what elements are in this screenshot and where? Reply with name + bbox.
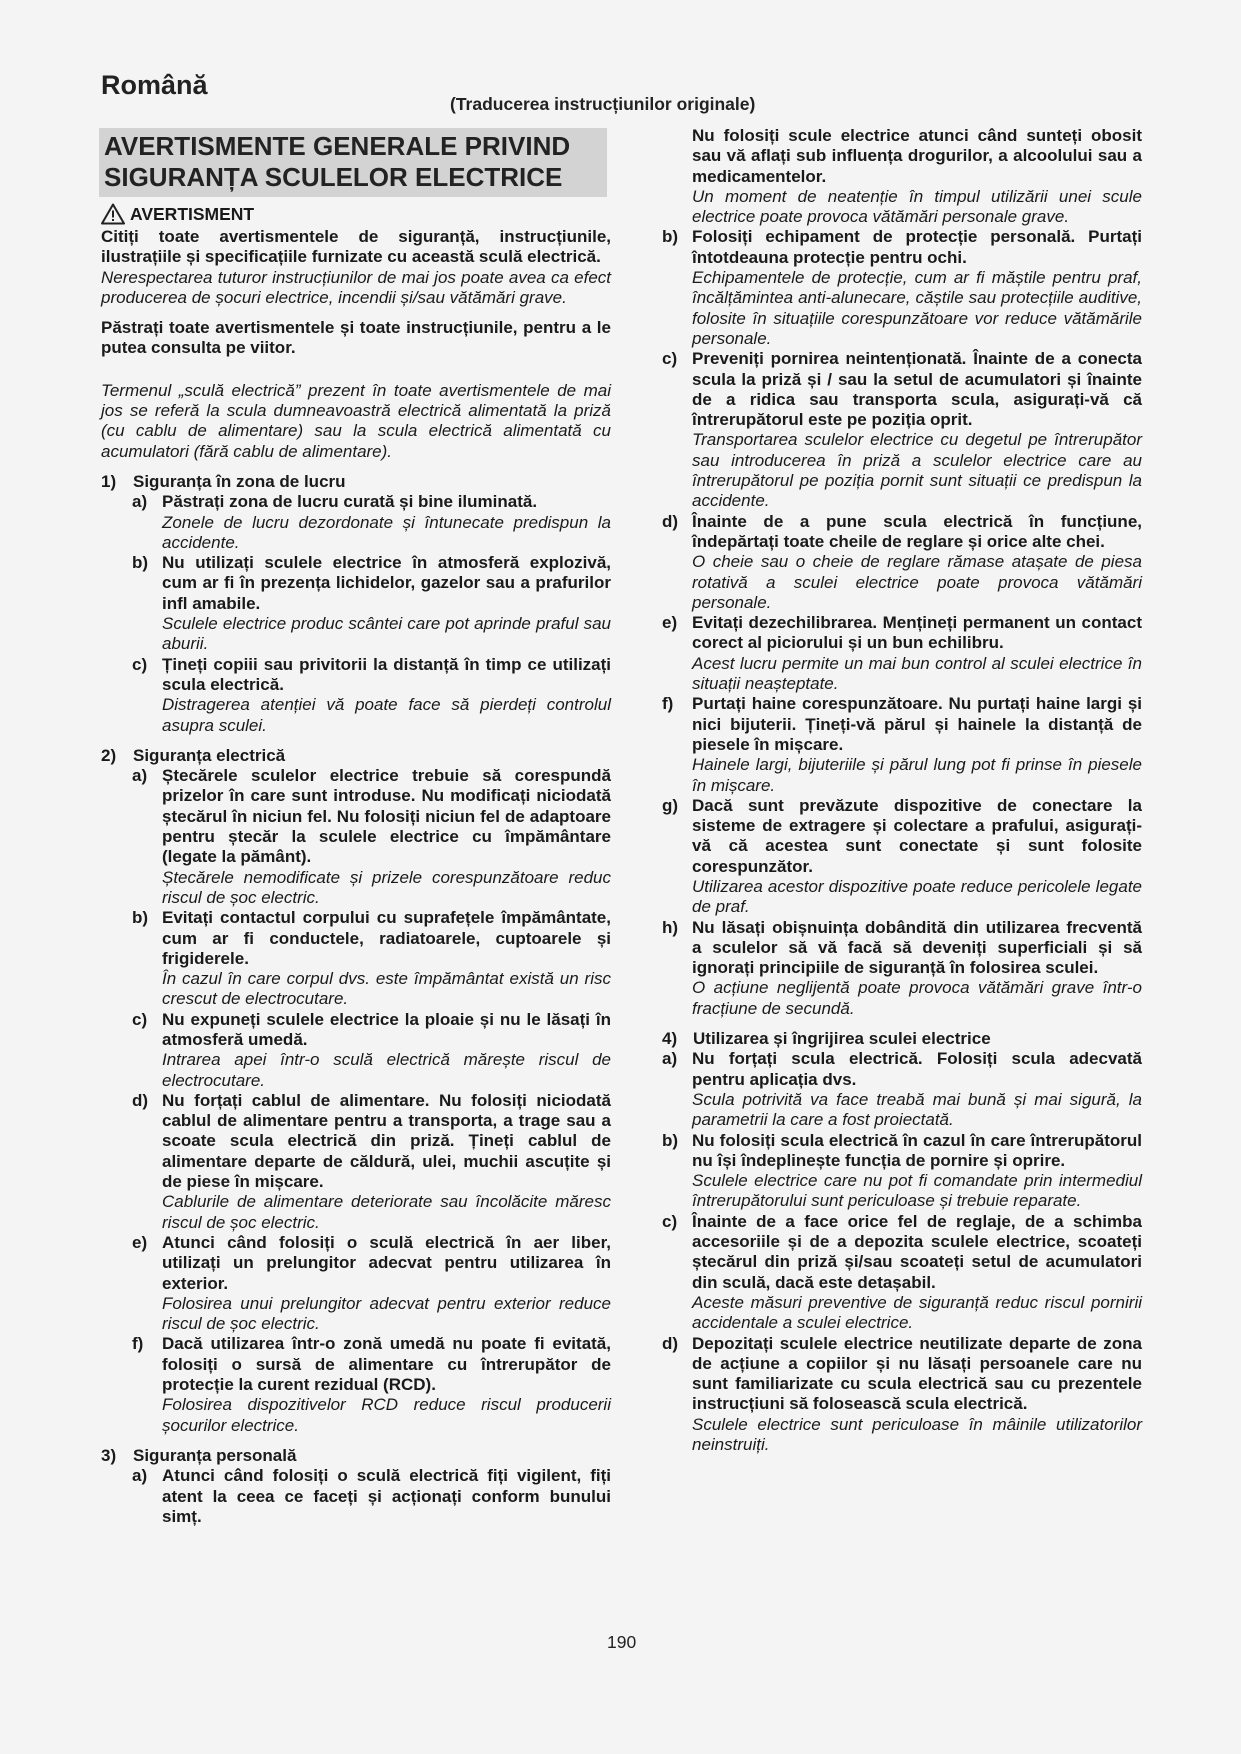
left-column bbox=[101, 128, 611, 1527]
language-title: Română bbox=[101, 70, 208, 100]
section-heading: AVERTISMENTE GENERALE PRIVIND SIGURANȚA SCULELOR ELECTRICE bbox=[99, 128, 607, 197]
section-heading-2: 2) Siguranța electrică bbox=[101, 745, 286, 765]
warning-triangle-icon bbox=[101, 203, 125, 225]
list-item: e) Atunci când folosiți o sculă electrică în aer liber, utilizați un prelungitor adecvat pentru utilizarea în exterior. Folosirea unui prelungitor adecvat pentru exterior reduce riscul de șoc electric. bbox=[132, 1232, 611, 1334]
list-item: b) Evitați contactul corpului cu suprafețele împământate, cum ar fi conductele, radiatoarele, cuptoarele și frigiderele. În cazul în care corpul dvs. este împământat există un risc crescut de electrocutare. bbox=[132, 908, 611, 1009]
section-heading-3: 3) Siguranța personală bbox=[101, 1445, 297, 1465]
list-item: h) Nu lăsați obișnuința dobândită din utilizarea frecventă a sculelor să vă facă să deveniți superficiali și să ignorați principiile de siguranță în folosirea sculei. O acțiune neglijentă poate provoca vătămări grave într-o fracțiune de secundă. bbox=[662, 917, 1142, 1018]
translation-subtitle: (Traducerea instrucțiunilor originale) bbox=[450, 94, 756, 114]
list-item: d) Nu forțați cablul de alimentare. Nu folosiți niciodată cablul de alimentare pentru a transporta, a trage sau a scoate scula electrică din priză. Țineți cablul de alimentare departe de căldură, ulei, muchii ascuțite și de piese în mișcare. Cablurile de alimentare deteriorate sau încolăcite măresc riscul de șoc electric. bbox=[132, 1090, 611, 1232]
list-item: b) Nu utilizați sculele electrice în atmosferă explozivă, cum ar fi în prezența lichidelor, gazelor sau a prafurilor infl amabile. Sculele electrice produc scântei care pot aprinde praful sau aburii. bbox=[132, 553, 611, 654]
section-heading-4: 4) Utilizarea și îngrijirea sculei electrice bbox=[662, 1029, 991, 1049]
page-number: 190 bbox=[607, 1632, 637, 1652]
continued-italic: Un moment de neatenție în timpul utilizării unei scule electrice poate provoca vătămări personale grave. bbox=[692, 186, 1142, 227]
list-item: a) Nu forțați scula electrică. Folosiți scula adecvată pentru aplicația dvs. Scula potrivită va face treabă mai bună și mai sigură, la parametrii la care a fost proiectată. bbox=[662, 1049, 1142, 1130]
list-item: e) Evitați dezechilibrarea. Mențineți permanent un contact corect al piciorului și un bun echilibru. Acest lucru permite un mai bun control al sculei electrice în situații neașteptate. bbox=[662, 613, 1142, 694]
list-item: a) Atunci când folosiți o sculă electrică fiți vigilent, fiți atent la ceea ce faceți și acționați conform bunului simț. bbox=[132, 1466, 611, 1526]
list-item: a) Ștecărele sculelor electrice trebuie să corespundă prizelor în care sunt introduse. Nu modificați niciodată ștecărul în niciun fel. Nu folosiți niciun fel de adaptoare pentru ștecăr la sculele electrice cu împământare (legate la pământ). Ștecărele nemodificate și prizele corespunzătoare reduc riscul de șoc electric. bbox=[132, 766, 611, 907]
warning-label: AVERTISMENT bbox=[130, 203, 255, 224]
right-column bbox=[662, 126, 1142, 1455]
list-item: b) Folosiți echipament de protecție personală. Purtați întotdeauna protecție pentru ochi. Echipamentele de protecție, cum ar fi măștile pentru praf, încălțămintea anti-alunecare, căștile sau protecțiile auditive, folosite în situațiile corespunzătoare vor reduce vătămările personale. bbox=[662, 227, 1142, 348]
list-item: c) Înainte de a face orice fel de reglaje, de a schimba accesoriile și de a depozita sculele electrice, scoateți ștecărul din priză și/sau scoateți setul de acumulatori din sculă, dacă este detașabil. Aceste măsuri preventive de siguranță reduc riscul pornirii accidentale a sculei electrice. bbox=[662, 1211, 1142, 1333]
list-item: f) Dacă utilizarea într-o zonă umedă nu poate fi evitată, folosiți o sursă de alimentare cu întrerupător de protecție la curent rezidual (RCD). Folosirea dispozitivelor RCD reduce riscul producerii șocurilor electrice. bbox=[132, 1334, 611, 1435]
list-item: b) Nu folosiți scula electrică în cazul în care întrerupătorul nu își îndeplinește funcția de pornire și oprire. Sculele electrice care nu pot fi comandate prin intermediul întrerupătorului sunt periculoase și trebuie reparate. bbox=[662, 1130, 1142, 1211]
list-item: d) Depozitați sculele electrice neutilizate departe de zona de acțiune a copiilor și nu lăsați persoanele care nu sunt familiarizate cu scula electrică sau cu prezentele instrucțiuni să folosească scula electrică. Sculele electrice sunt periculoase în mâinile utilizatorilor neinstruiți. bbox=[662, 1333, 1142, 1454]
list-item: d) Înainte de a pune scula electrică în funcțiune, îndepărtați toate cheile de reglare și orice alte chei. O cheie sau o cheie de reglare rămase atașate de piesa rotativă a sculei electrice poate provoca vătămări personale. bbox=[662, 511, 1142, 612]
intro-bold: Citiți toate avertismentele de siguranță, instrucțiunile, ilustrațiile și specificațiile furnizate cu această sculă electrică. bbox=[101, 227, 611, 267]
continued-bold: Nu folosiți scule electrice atunci când sunteți obosit sau vă aflați sub influența drogurilor, a alcoolului sau a medicamentelor. bbox=[692, 126, 1142, 186]
keep-instructions: Păstrați toate avertismentele și toate instrucțiunile, pentru a le putea consulta pe viitor. bbox=[101, 318, 611, 358]
section-heading-1: 1) Siguranța în zona de lucru bbox=[101, 471, 346, 491]
intro-italic: Nerespectarea tuturor instrucțiunilor de mai jos poate avea ca efect producerea de șocuri electrice, incendii și/sau vătămări grave. bbox=[101, 267, 611, 307]
term-definition: Termenul „sculă electrică” prezent în toate avertismentele de mai jos se referă la scula dumneavoastră electrică alimentată la priză (cu cablu de alimentare) sau la scula electrică alimentată cu acumulatori (fără cablu de alimentare). bbox=[101, 380, 611, 461]
warning-line bbox=[101, 203, 611, 225]
list-item: f) Purtați haine corespunzătoare. Nu purtați haine largi și nici bijuterii. Țineți-vă părul și hainele la distanță de piesele în mișcare. Hainele largi, bijuteriile și părul lung pot fi prinse în piesele în mișcare. bbox=[662, 694, 1142, 795]
list-item: c) Țineți copiii sau privitorii la distanță în timp ce utilizați scula electrică. Distragerea atenției vă poate face să pierdeți controlul asupra sculei. bbox=[132, 654, 611, 735]
list-item: c) Preveniți pornirea neintenționată. Înainte de a conecta scula la priză și / sau la setul de acumulatori și înainte de a ridica sau transporta scula, asigurați-vă că întrerupătorul este pe poziția oprit. Transportarea sculelor electrice cu degetul pe întrerupător sau introducerea în priză a sculelor electrice care au întrerupătorul pe poziția pornit sunt situații ce predispun la accidente. bbox=[662, 349, 1142, 511]
list-item: a) Păstrați zona de lucru curată și bine iluminată. Zonele de lucru dezordonate și întunecate predispun la accidente. bbox=[132, 492, 611, 552]
list-item: c) Nu expuneți sculele electrice la ploaie și nu le lăsați în atmosferă umedă. Intrarea apei într-o sculă electrică mărește riscul de electrocutare. bbox=[132, 1009, 611, 1090]
list-item: g) Dacă sunt prevăzute dispozitive de conectare la sisteme de extragere și colectare a prafului, asigurați-vă că acestea sunt conectate și sunt folosite corespunzător. Utilizarea acestor dispozitive poate reduce pericolele legate de praf. bbox=[662, 795, 1142, 917]
